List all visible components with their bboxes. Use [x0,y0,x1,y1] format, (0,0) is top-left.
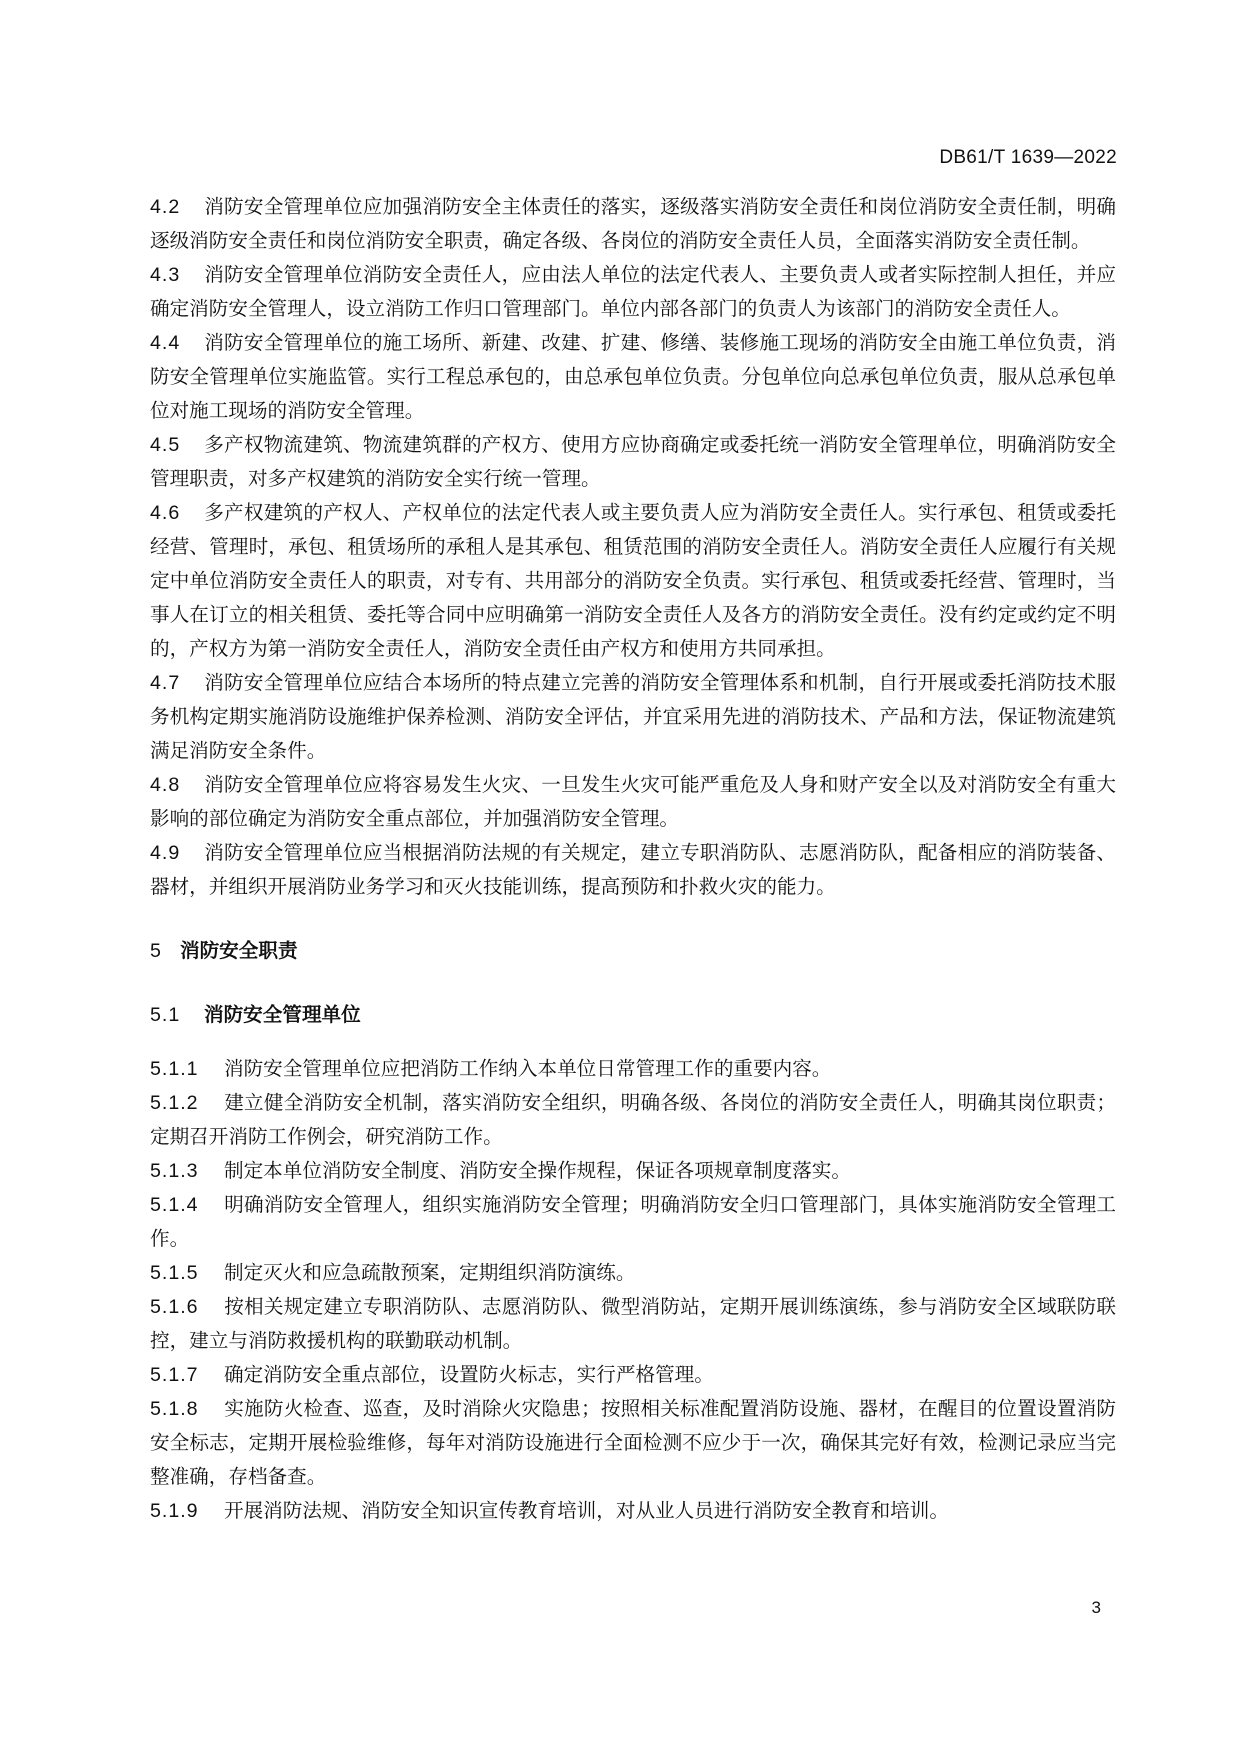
clause-5-1-8 [150,1392,1116,1494]
clause-4-7 [150,666,1116,768]
section-5-heading [150,934,1116,968]
clause-number: 5.1.6 [150,1296,199,1318]
clause-number: 5.1.4 [150,1194,199,1216]
clause-number: 4.2 [150,196,181,218]
clause-5-1-1 [150,1052,1116,1086]
clause-text: 消防安全管理单位应把消防工作纳入本单位日常管理工作的重要内容。 [224,1057,832,1080]
clause-5-1-4 [150,1188,1116,1256]
section-5-1-heading [150,998,1116,1032]
clause-number: 5.1.3 [150,1160,199,1182]
clause-text: 消防安全管理单位应将容易发生火灾、一旦发生火灾可能严重危及人身和财产安全以及对消防安全有重大影响的部位确定为消防安全重点部位，并加强消防安全管理。 [150,773,1116,830]
clause-text: 消防安全管理单位应结合本场所的特点建立完善的消防安全管理体系和机制，自行开展或委托消防技术服务机构定期实施消防设施维护保养检测、消防安全评估，并宜采用先进的消防技术、产品和方法，保证物流建筑满足消防安全条件。 [150,671,1116,762]
page-number: 3 [1091,1598,1101,1617]
clause-text: 按相关规定建立专职消防队、志愿消防队、微型消防站，定期开展训练演练，参与消防安全区域联防联控，建立与消防救援机构的联勤联动机制。 [150,1295,1116,1352]
clause-number: 4.9 [150,842,181,864]
clause-number: 5.1.2 [150,1092,199,1114]
clause-text: 实施防火检查、巡查，及时消除火灾隐患；按照相关标准配置消防设施、器材，在醒目的位置设置消防安全标志，定期开展检验维修，每年对消防设施进行全面检测不应少于一次，确保其完好有效，检测记录应当完整准确，存档备查。 [150,1397,1116,1488]
clause-text: 开展消防法规、消防安全知识宣传教育培训，对从业人员进行消防安全教育和培训。 [224,1499,949,1522]
clause-number: 5.1.1 [150,1058,199,1080]
clause-text: 消防安全管理单位的施工场所、新建、改建、扩建、修缮、装修施工现场的消防安全由施工单位负责，消防安全管理单位实施监管。实行工程总承包的，由总承包单位负责。分包单位向总承包单位负责，服从总承包单位对施工现场的消防安全管理。 [150,331,1116,422]
clause-text: 多产权物流建筑、物流建筑群的产权方、使用方应协商确定或委托统一消防安全管理单位，明确消防安全管理职责，对多产权建筑的消防安全实行统一管理。 [150,433,1116,490]
clause-text: 制定本单位消防安全制度、消防安全操作规程，保证各项规章制度落实。 [224,1159,851,1182]
clause-number: 4.5 [150,434,181,456]
clause-number: 5.1.7 [150,1364,199,1386]
clause-5-1-3 [150,1154,1116,1188]
clause-5-1-6 [150,1290,1116,1358]
clause-number: 5.1.8 [150,1398,199,1420]
spacer [150,968,1116,998]
clause-text: 确定消防安全重点部位，设置防火标志，实行严格管理。 [224,1363,714,1386]
clause-number: 4.7 [150,672,181,694]
clause-4-6 [150,496,1116,666]
section-title: 消防安全管理单位 [204,1003,361,1026]
document-id-header: DB61/T 1639—2022 [939,147,1117,168]
section-number: 5.1 [150,1004,181,1026]
clause-4-9 [150,836,1116,904]
clause-text: 制定灭火和应急疏散预案，定期组织消防演练。 [224,1261,636,1284]
clause-text: 消防安全管理单位应加强消防安全主体责任的落实，逐级落实消防安全责任和岗位消防安全责任制，明确逐级消防安全责任和岗位消防安全职责，确定各级、各岗位的消防安全责任人员，全面落实消防安全责任制。 [150,195,1116,252]
clause-text: 消防安全管理单位消防安全责任人，应由法人单位的法定代表人、主要负责人或者实际控制人担任，并应确定消防安全管理人，设立消防工作归口管理部门。单位内部各部门的负责人为该部门的消防安全责任人。 [150,263,1116,320]
clause-5-1-5 [150,1256,1116,1290]
clause-4-3 [150,258,1116,326]
clause-number: 4.3 [150,264,181,286]
clause-text: 消防安全管理单位应当根据消防法规的有关规定，建立专职消防队、志愿消防队，配备相应的消防装备、器材，并组织开展消防业务学习和灭火技能训练，提高预防和扑救火灾的能力。 [150,841,1116,898]
clause-number: 5.1.5 [150,1262,199,1284]
clause-5-1-2 [150,1086,1116,1154]
clause-text: 多产权建筑的产权人、产权单位的法定代表人或主要负责人应为消防安全责任人。实行承包、租赁或委托经营、管理时，承包、租赁场所的承租人是其承包、租赁范围的消防安全责任人。消防安全责任人应履行有关规定中单位消防安全责任人的职责，对专有、共用部分的消防安全负责。实行承包、租赁或委托经营、管理时，当事人在订立的相关租赁、委托等合同中应明确第一消防安全责任人及各方的消防安全责任。没有约定或约定不明的，产权方为第一消防安全责任人，消防安全责任由产权方和使用方共同承担。 [150,501,1116,660]
section-title: 消防安全职责 [180,939,298,962]
clause-4-4 [150,326,1116,428]
spacer [150,1032,1116,1052]
clause-5-1-7 [150,1358,1116,1392]
clause-text: 明确消防安全管理人，组织实施消防安全管理；明确消防安全归口管理部门，具体实施消防安全管理工作。 [150,1193,1116,1250]
clause-number: 5.1.9 [150,1500,199,1522]
spacer [150,904,1116,934]
section-number: 5 [150,940,162,962]
clause-4-8 [150,768,1116,836]
clause-4-2 [150,190,1116,258]
clause-number: 4.4 [150,332,181,354]
page-body [150,190,1116,1528]
clause-5-1-9 [150,1494,1116,1528]
clause-text: 建立健全消防安全机制，落实消防安全组织，明确各级、各岗位的消防安全责任人，明确其岗位职责；定期召开消防工作例会，研究消防工作。 [150,1091,1116,1148]
clause-number: 4.6 [150,502,181,524]
clause-4-5 [150,428,1116,496]
clause-number: 4.8 [150,774,181,796]
